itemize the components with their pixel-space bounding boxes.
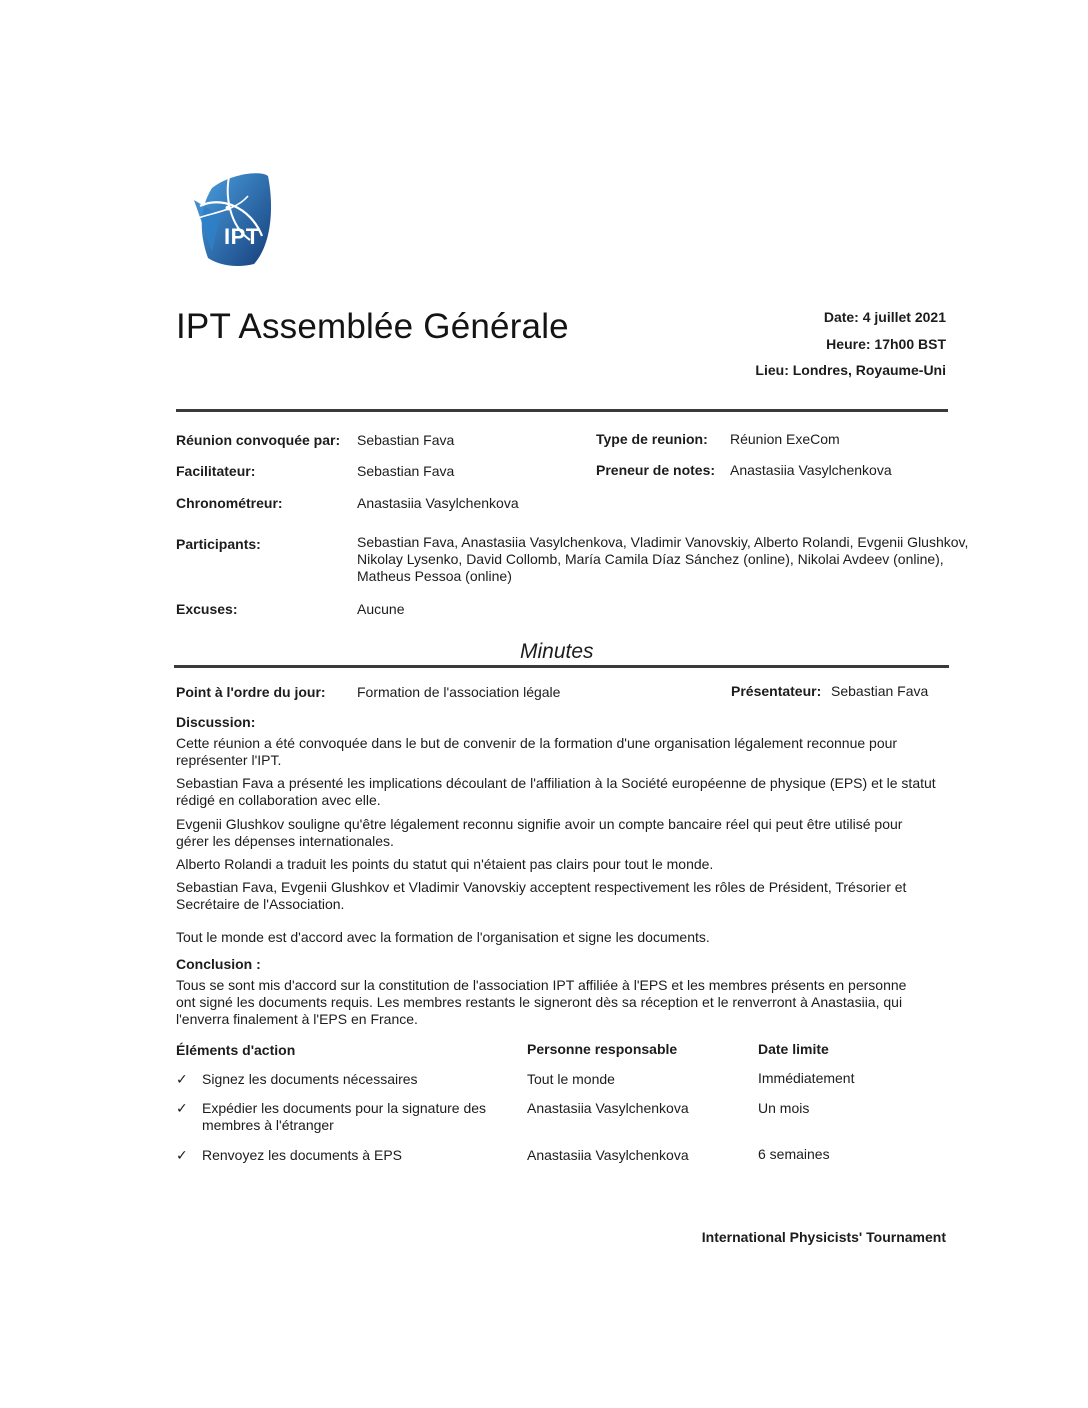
- facilitator-label: Facilitateur:: [176, 463, 256, 479]
- meeting-date: Date: 4 juillet 2021: [823, 309, 946, 325]
- checkmark-icon: ✓: [176, 1147, 188, 1163]
- meeting-type-value: Réunion ExeCom: [730, 431, 840, 447]
- discussion-paragraph: Alberto Rolandi a traduit les points du statut qui n'étaient pas clairs pour tout le monde.: [176, 856, 714, 872]
- meeting-meta: [755, 304, 946, 384]
- discussion-paragraph: Sebastian Fava a présenté les implications découlant de l'affiliation à la Société européenne de physique (EPS) et le statut rédigé en collaboration avec elle.: [176, 775, 936, 808]
- minutes-divider: [174, 665, 949, 668]
- action-deadline: Un mois: [758, 1100, 810, 1116]
- conclusion-heading: Conclusion :: [176, 956, 261, 972]
- discussion-heading: Discussion:: [176, 714, 256, 730]
- meeting-type-label: Type de reunion:: [596, 431, 708, 447]
- discussion-paragraph: Evgenii Glushkov souligne qu'être légalement reconnu signifie avoir un compte bancaire réel qui peut être utilisé pour gérer les dépenses internationales.: [176, 816, 903, 849]
- responsible-header: Personne responsable: [527, 1041, 678, 1057]
- action-person: Tout le monde: [527, 1071, 615, 1087]
- convened-value: Sebastian Fava: [357, 432, 455, 448]
- ipt-logo-icon: [190, 166, 274, 270]
- convened-label: Réunion convoquée par:: [176, 432, 341, 448]
- timekeeper-label: Chronométreur:: [176, 495, 283, 511]
- action-deadline: Immédiatement: [758, 1070, 855, 1086]
- action-person: Anastasiia Vasylchenkova: [527, 1100, 689, 1116]
- checkmark-icon: ✓: [176, 1100, 188, 1116]
- action-deadline: 6 semaines: [758, 1146, 830, 1162]
- discussion-paragraph: Cette réunion a été convoquée dans le but de convenir de la formation d'une organisation légalement reconnue pour représenter l'IPT.: [176, 735, 898, 768]
- deadline-header: Date limite: [758, 1041, 829, 1057]
- action-items-header: Éléments d'action: [176, 1042, 296, 1058]
- action-item: Signez les documents nécessaires: [202, 1071, 418, 1087]
- checkmark-icon: ✓: [176, 1071, 188, 1087]
- excuses-value: Aucune: [357, 601, 405, 617]
- agenda-item-value: Formation de l'association légale: [357, 684, 561, 700]
- logo-text: IPT: [224, 224, 260, 249]
- presenter-label: Présentateur:: [731, 683, 822, 699]
- presenter-value: Sebastian Fava: [831, 683, 929, 699]
- discussion-paragraph: Tout le monde est d'accord avec la formation de l'organisation et signe les documents.: [176, 929, 710, 945]
- action-item: Expédier les documents pour la signature des membres à l'étranger: [202, 1100, 487, 1133]
- excuses-label: Excuses:: [176, 601, 238, 617]
- timekeeper-value: Anastasiia Vasylchenkova: [357, 495, 519, 511]
- participants-label: Participants:: [176, 536, 261, 552]
- header-divider: [176, 409, 948, 412]
- meeting-place: Lieu: Londres, Royaume-Uni: [755, 362, 946, 378]
- participants-value: Sebastian Fava, Anastasiia Vasylchenkova, Vladimir Vanovskiy, Alberto Rolandi, Evgenii Glushkov, Nikolay Lysenko, David Collomb, María Camila Díaz Sánchez (online), Nikolai Avdeev (online), Matheus Pessoa (online): [357, 534, 969, 584]
- ipt-logo: [190, 166, 274, 270]
- conclusion-text: Tous se sont mis d'accord sur la constitution de l'association IPT affiliée à l'EPS et les membres présents en personne ont signé les documents requis. Les membres restants le signeront dès sa réception et le renverront à Anastasiia, qui l'enverra finalement à l'EPS en France.: [176, 977, 907, 1027]
- notetaker-value: Anastasiia Vasylchenkova: [730, 462, 892, 478]
- action-person: Anastasiia Vasylchenkova: [527, 1147, 689, 1163]
- page-title: IPT Assemblée Générale: [176, 307, 569, 346]
- minutes-heading: Minutes: [520, 640, 594, 663]
- discussion-paragraph: Sebastian Fava, Evgenii Glushkov et Vladimir Vanovskiy acceptent respectivement les rôles de Président, Trésorier et Secrétaire de l'Association.: [176, 879, 907, 912]
- meeting-time: Heure: 17h00 BST: [826, 335, 946, 352]
- action-item: Renvoyez les documents à EPS: [202, 1147, 402, 1163]
- footer-organization: International Physicists' Tournament: [701, 1229, 946, 1245]
- agenda-item-label: Point à l'ordre du jour:: [176, 684, 326, 700]
- facilitator-value: Sebastian Fava: [357, 463, 455, 479]
- notetaker-label: Preneur de notes:: [596, 462, 716, 478]
